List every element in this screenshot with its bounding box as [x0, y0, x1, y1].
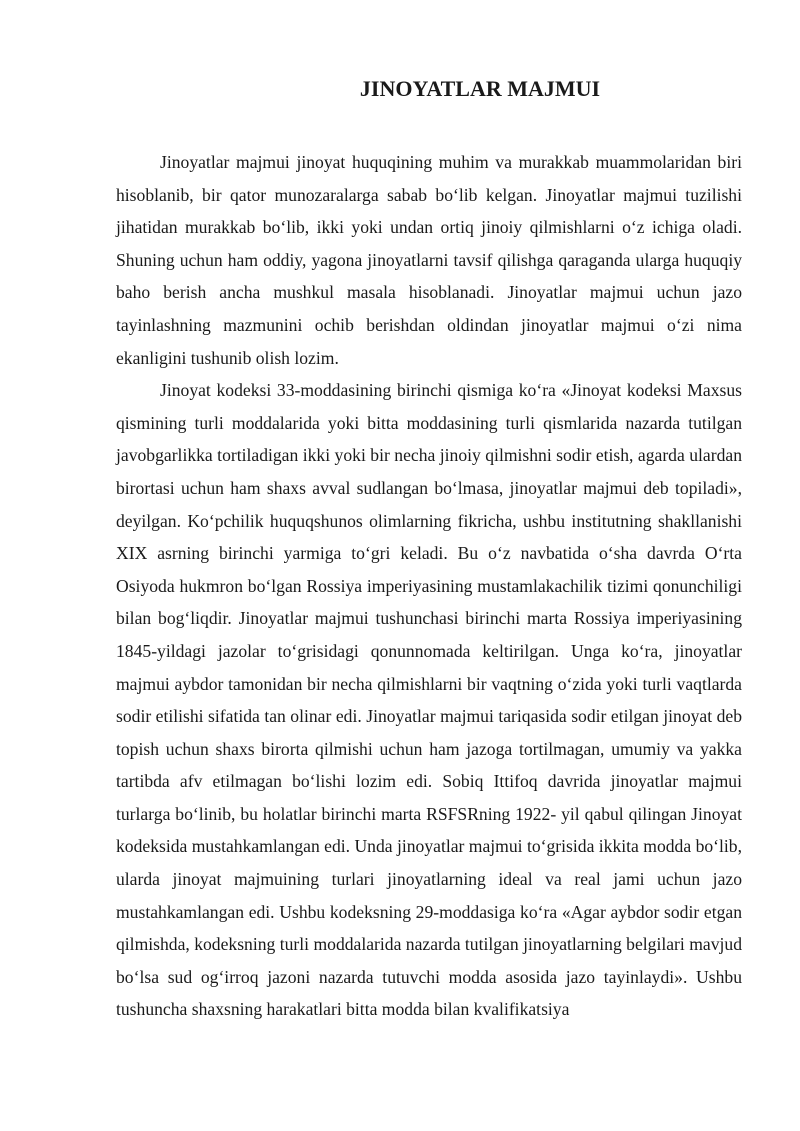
page-title: JINOYATLAR MAJMUI [359, 76, 601, 101]
paragraph: Jinoyatlar majmui jinoyat huquqining muhim va murakkab muammolaridan biri hisoblanib, bir qator munozaralarga sabab bo‘lib kelgan. Jinoyatlar majmui tuzilishi jihatidan murakkab bo‘lib, ikki yoki undan ortiq jinoiy qilmishlarni o‘z ichiga oladi. Shuning uchun ham oddiy, yagona jinoyatlarni tavsif qilishga qaraganda ularga huquqiy baho berish ancha mushkul masala hisoblanadi. Jinoyatlar majmui uchun jazo tayinlashning mazmunini ochib berishdan oldindan jinoyatlar majmui o‘zi nima ekanligini tushunib olish lozim. [116, 152, 742, 368]
document-body [116, 146, 742, 1026]
paragraph: Jinoyat kodeksi 33-moddasining birinchi qismiga ko‘ra «Jinoyat kodeksi Maxsus qismining turli moddalarida yoki bitta moddasining turli qismlarida nazarda tutilgan javobgarlikka tortiladigan ikki yoki bir necha jinoiy qilmishni sodir etish, agarda ulardan birortasi uchun ham shaxs avval sudlangan bo‘lmasa, jinoyatlar majmui deb topiladi», deyilgan. Ko‘pchilik huquqshunos olimlarning fikricha, ushbu institutning shakllanishi XIX asrning birinchi yarmiga to‘gri keladi. Bu o‘z navbatida o‘sha davrda O‘rta Osiyoda hukmron bo‘lgan Rossiya imperiyasining mustamlakachilik tizimi qonunchiligi bilan bog‘liqdir. Jinoyatlar majmui tushunchasi birinchi marta Rossiya imperiyasining 1845-yildagi jazolar to‘grisidagi qonunnomada keltirilgan. Unga ko‘ra, jinoyatlar majmui aybdor tamonidan bir necha qilmishlarni bir vaqtning o‘zida yoki turli vaqtlarda sodir etilishi sifatida tan olinar edi. Jinoyatlar majmui tariqasida sodir etilgan jinoyat deb topish uchun shaxs birorta qilmishi uchun ham jazoga tortilmagan, umumiy va yakka tartibda afv etilmagan bo‘lishi lozim edi. Sobiq Ittifoq davrida jinoyatlar majmui turlarga bo‘linib, bu holatlar birinchi marta RSFSRning 1922- yil qabul qilingan Jinoyat kodeksida mustahkamlangan edi. Unda jinoyatlar majmui to‘grisida ikkita modda bo‘lib, ularda jinoyat majmuining turlari jinoyatlarning ideal va real jami uchun jazo mustahkamlangan edi. Ushbu kodeksning 29-moddasiga ko‘ra «Agar aybdor sodir etgan qilmishda, kodeksning turli moddalarida nazarda tutilgan jinoyatlarning belgilari mavjud bo‘lsa sud og‘irroq jazoni nazarda tutuvchi modda asosida jazo tayinlaydi». Ushbu tushuncha shaxsning harakatlari bitta modda bilan kvalifikatsiya [116, 380, 742, 1020]
